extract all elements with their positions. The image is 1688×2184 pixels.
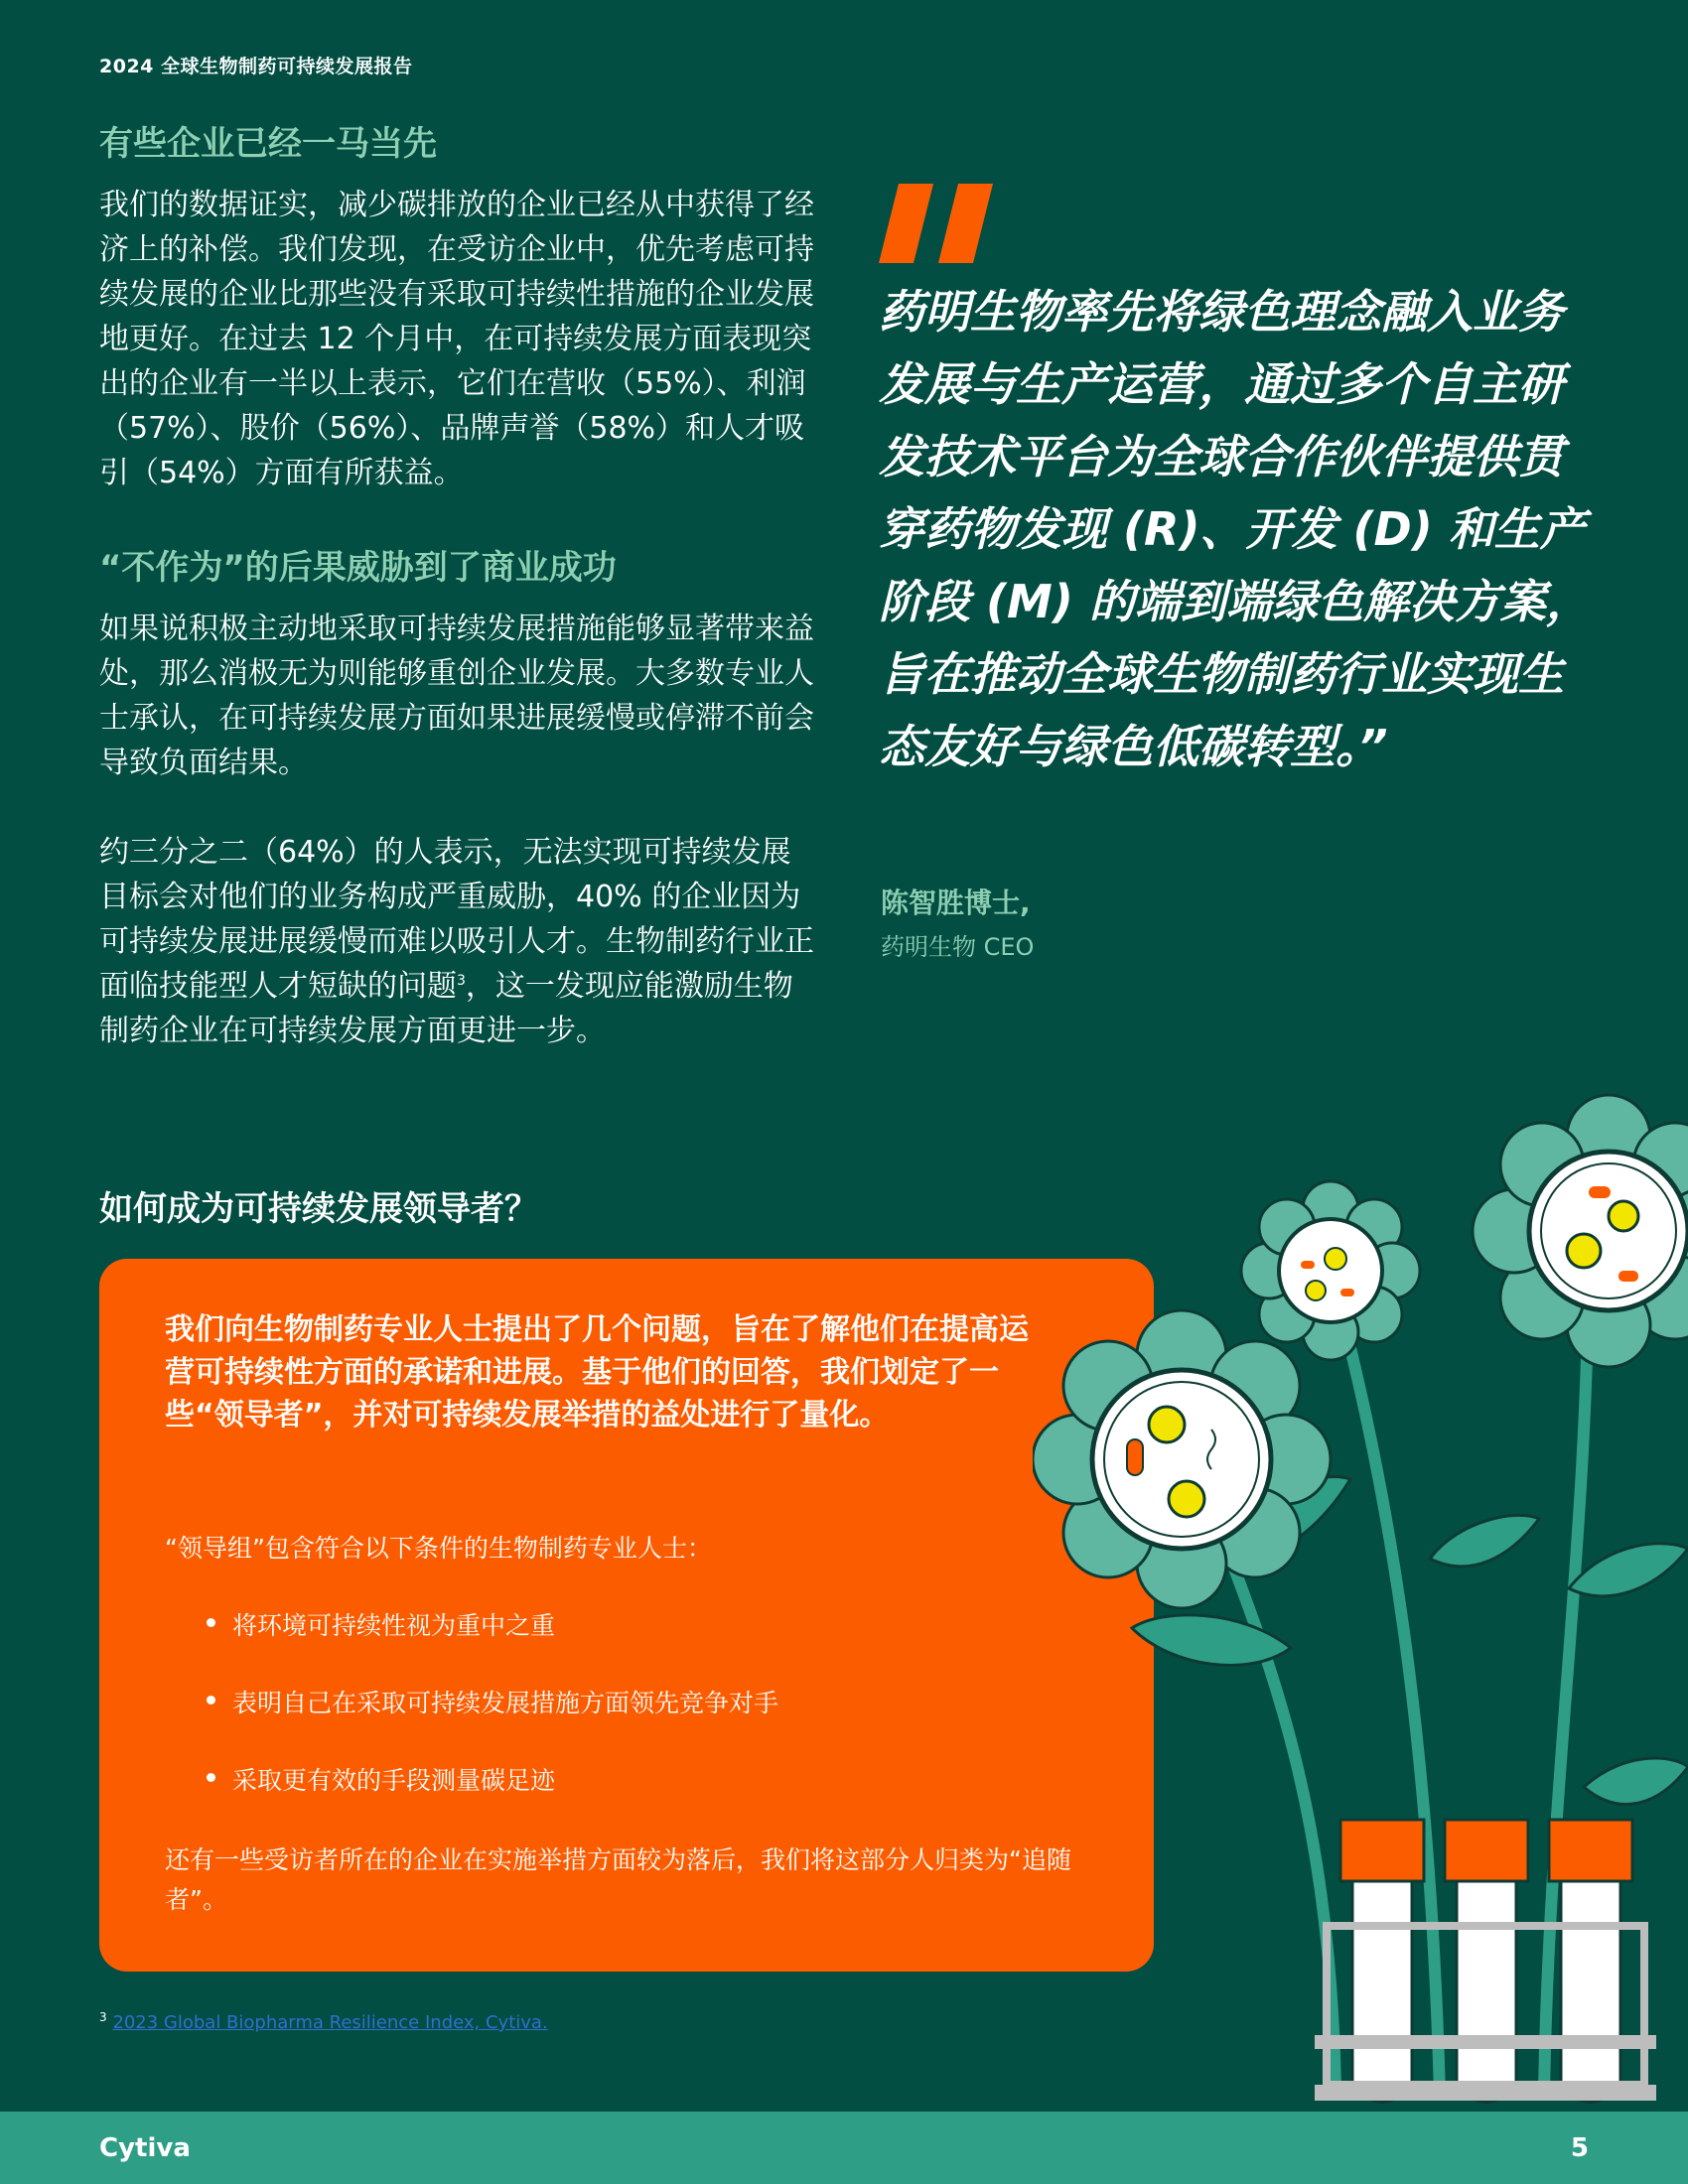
quote-mark-icon <box>879 184 998 263</box>
bullet-icon <box>207 1618 215 1627</box>
criteria-text: 采取更有效的手段测量碳足迹 <box>232 1766 556 1795</box>
left-column <box>99 119 814 1053</box>
callout-intro: 我们向生物制药专业人士提出了几个问题，旨在了解他们在提高运营可持续性方面的承诺和进展。基于他们的回答，我们划定了一些“领导者”，并对可持续发展举措的益处进行了量化。 <box>165 1312 1029 1433</box>
section2-para2-end: ，这一发现应能激励生物制药企业在可持续发展方面更进一步。 <box>99 969 793 1048</box>
footnote-ref[interactable]: 3 <box>457 973 466 989</box>
list-item <box>232 1606 778 1684</box>
section2-para1: 如果说积极主动地采取可持续发展措施能够显著带来益处，那么消极无为则能够重创企业发展。大多数专业人士承认，在可持续发展方面如果进展缓慢或停滞不前会导致负面结果。 <box>99 612 814 780</box>
pull-quote: 药明生物率先将绿色理念融入业务发展与生产运营，通过多个自主研发技术平台为全球合作伙伴提供贯穿药物发现 (R)、开发 (D) 和生产阶段 (M) 的端到端绿色解决方案，旨在推动全球生物制药行业实现生态友好与绿色低碳转型。” <box>879 285 1592 773</box>
bullet-icon <box>207 1773 215 1782</box>
footer-bar <box>0 2112 1688 2184</box>
leaders-heading: 如何成为可持续发展领导者？ <box>99 1189 538 1229</box>
section2-para2-text: 约三分之二（64%）的人表示，无法实现可持续发展目标会对他们的业务构成严重威胁，40% 的企业因为可持续发展进展缓慢而难以吸引人才。生物制药行业正面临技能型人才短缺的问题 <box>99 835 814 1004</box>
footnote-link[interactable]: 2023 Global Biopharma Resilience Index, Cytiva. <box>112 2012 548 2033</box>
footnote <box>99 2010 548 2033</box>
list-item <box>232 1684 778 1761</box>
list-item <box>232 1761 778 1839</box>
flower-test-tube-illustration <box>1033 1092 1688 2110</box>
criteria-intro: “领导组”包含符合以下条件的生物制药专业人士： <box>165 1534 712 1563</box>
quote-author-role: 药明生物 CEO <box>881 933 1035 961</box>
footnote-number: 3 <box>99 2010 107 2024</box>
page-number: 5 <box>1570 2133 1589 2163</box>
brand-name: Cytiva <box>99 2133 191 2163</box>
section2-para2 <box>99 830 814 1053</box>
followers-note: 还有一些受访者所在的企业在实施举措方面较为落后，我们将这部分人归类为“追随者”。 <box>165 1845 1071 1914</box>
criteria-text: 表明自己在采取可持续发展措施方面领先竞争对手 <box>232 1689 779 1717</box>
report-title: 2024 全球生物制药可持续发展报告 <box>99 56 413 77</box>
leaders-callout-box <box>99 1259 1154 1972</box>
criteria-list <box>232 1606 778 1839</box>
section-heading-leaders-ahead: 有些企业已经一马当先 <box>99 124 437 164</box>
criteria-text: 将环境可持续性视为重中之重 <box>232 1611 556 1640</box>
section1-body: 我们的数据证实，减少碳排放的企业已经从中获得了经济上的补偿。我们发现，在受访企业中，优先考虑可持续发展的企业比那些没有采取可持续性措施的企业发展地更好。在过去 12 个月中，在可持续发展方面表现突出的企业有一半以上表示，它们在营收（55%）、利润（57%）、股价（56%）、品牌声誉（58%）和人才吸引（54%）方面有所获益。 <box>99 188 814 490</box>
section-heading-inaction: “不作为”的后果威胁到了商业成功 <box>99 548 617 588</box>
quote-author: 陈智胜博士, <box>881 887 1031 919</box>
bullet-icon <box>207 1696 215 1705</box>
